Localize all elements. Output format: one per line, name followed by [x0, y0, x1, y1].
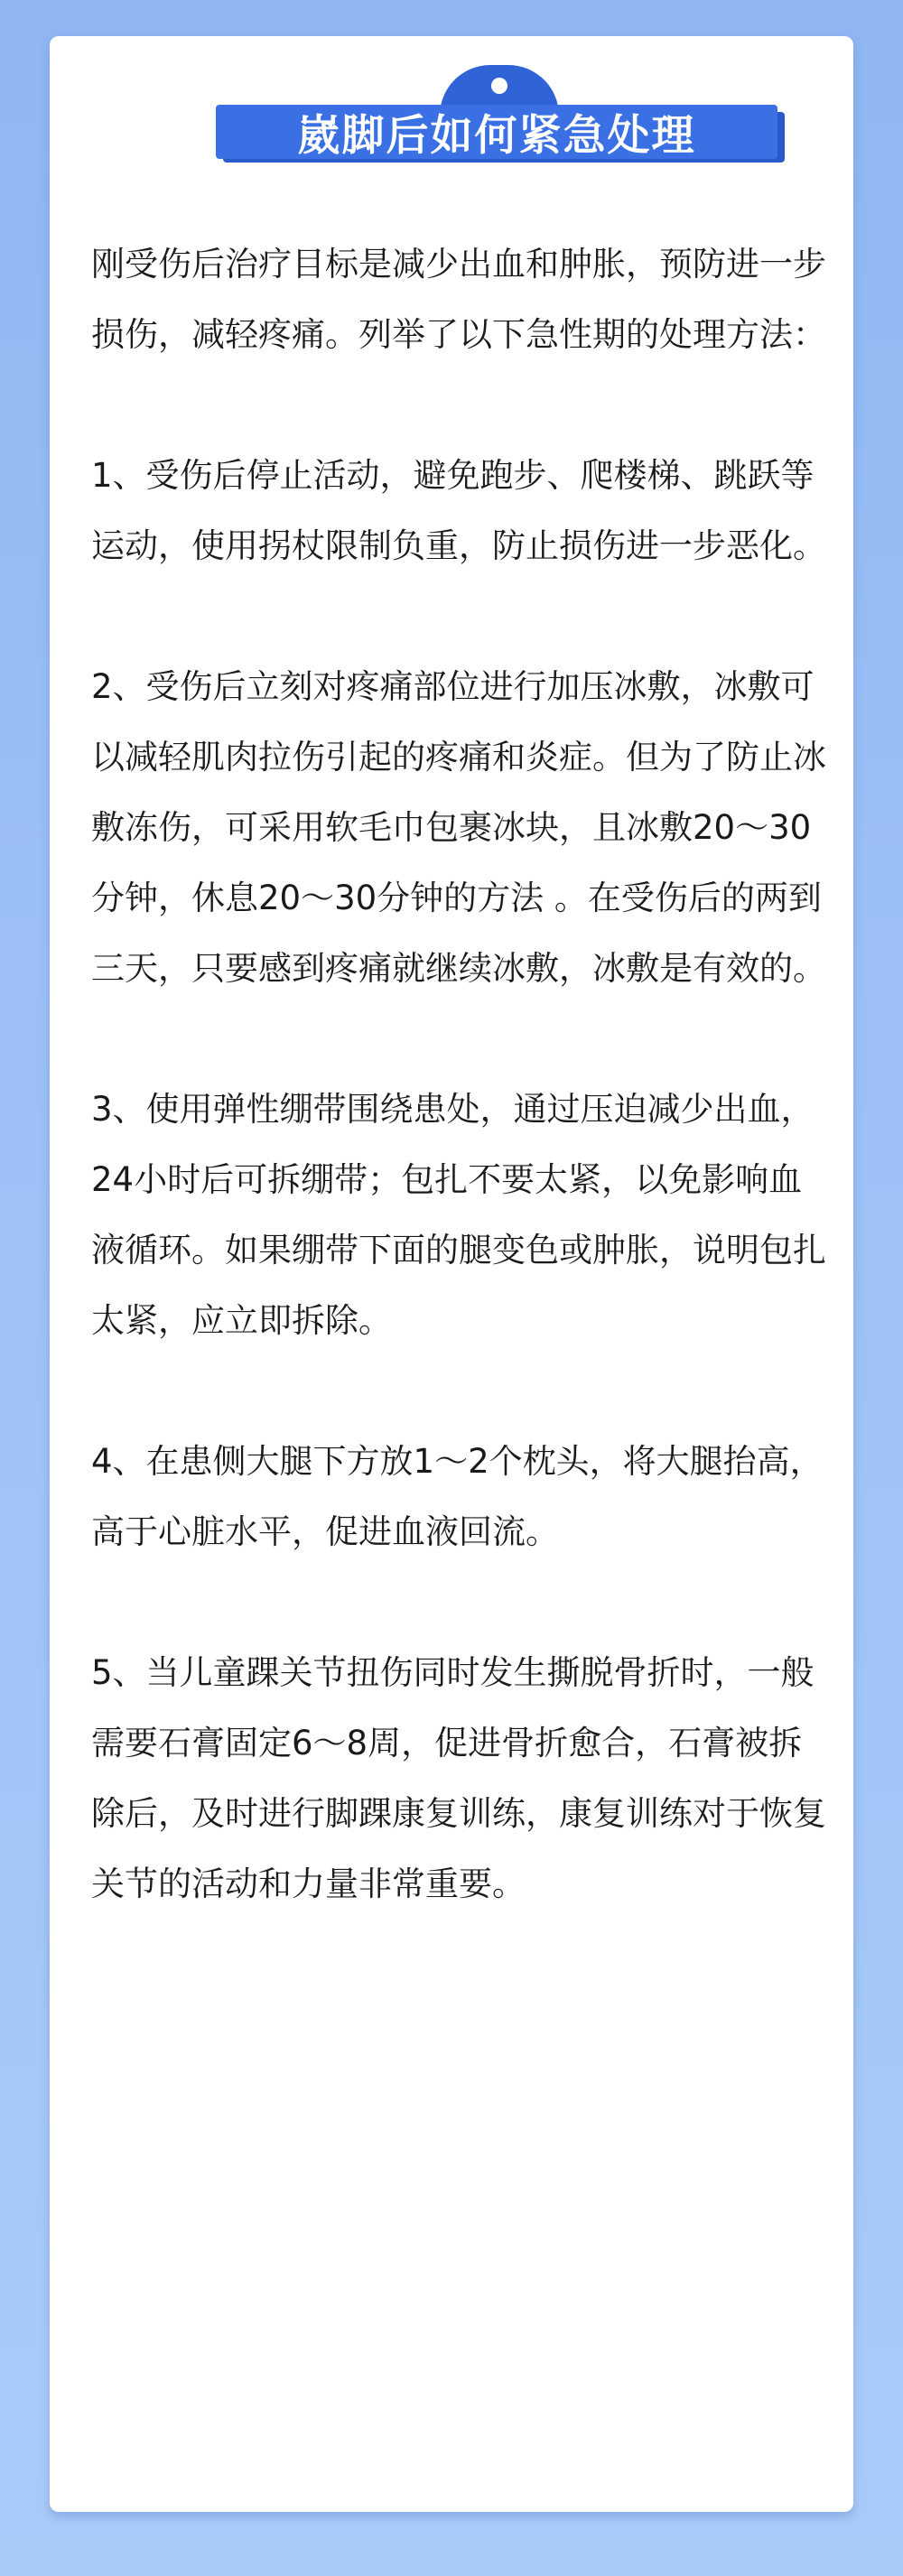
step-2-paragraph: 2、受伤后立刻对疼痛部位进行加压冰敷，冰敷可以减轻肌肉拉伤引起的疼痛和炎症。但为了防止冰敷冻伤，可采用软毛巾包裹冰块，且冰敷20～30分钟，休息20～30分钟的方法 。在受伤后的两到三天，只要感到疼痛就继续冰敷，冰敷是有效的。	[91, 667, 826, 988]
title-banner	[216, 65, 785, 163]
tab-hole-decoration	[491, 78, 507, 94]
step-1-paragraph: 1、受伤后停止活动，避免跑步、爬楼梯、跳跃等运动，使用拐杖限制负重，防止损伤进一步恶化。	[91, 456, 826, 565]
article-card	[50, 36, 853, 2512]
step-3-paragraph: 3、使用弹性绷带围绕患处，通过压迫减少出血，24小时后可拆绷带；包扎不要太紧，以免影响血液循环。如果绷带下面的腿变色或肿胀，说明包扎太紧，应立即拆除。	[91, 1090, 826, 1340]
step-4-paragraph: 4、在患侧大腿下方放1～2个枕头，将大腿抬高，高于心脏水平，促进血液回流。	[91, 1442, 824, 1551]
article-body	[91, 229, 832, 1920]
page-title: 崴脚后如何紧急处理	[216, 105, 777, 159]
step-5-paragraph: 5、当儿童踝关节扭伤同时发生撕脱骨折时，一般需要石膏固定6～8周，促进骨折愈合，石膏被拆除后，及时进行脚踝康复训练，康复训练对于恢复关节的活动和力量非常重要。	[91, 1653, 826, 1903]
intro-paragraph: 刚受伤后治疗目标是减少出血和肿胀，预防进一步损伤，减轻疼痛。列举了以下急性期的处理方法：	[91, 245, 826, 354]
